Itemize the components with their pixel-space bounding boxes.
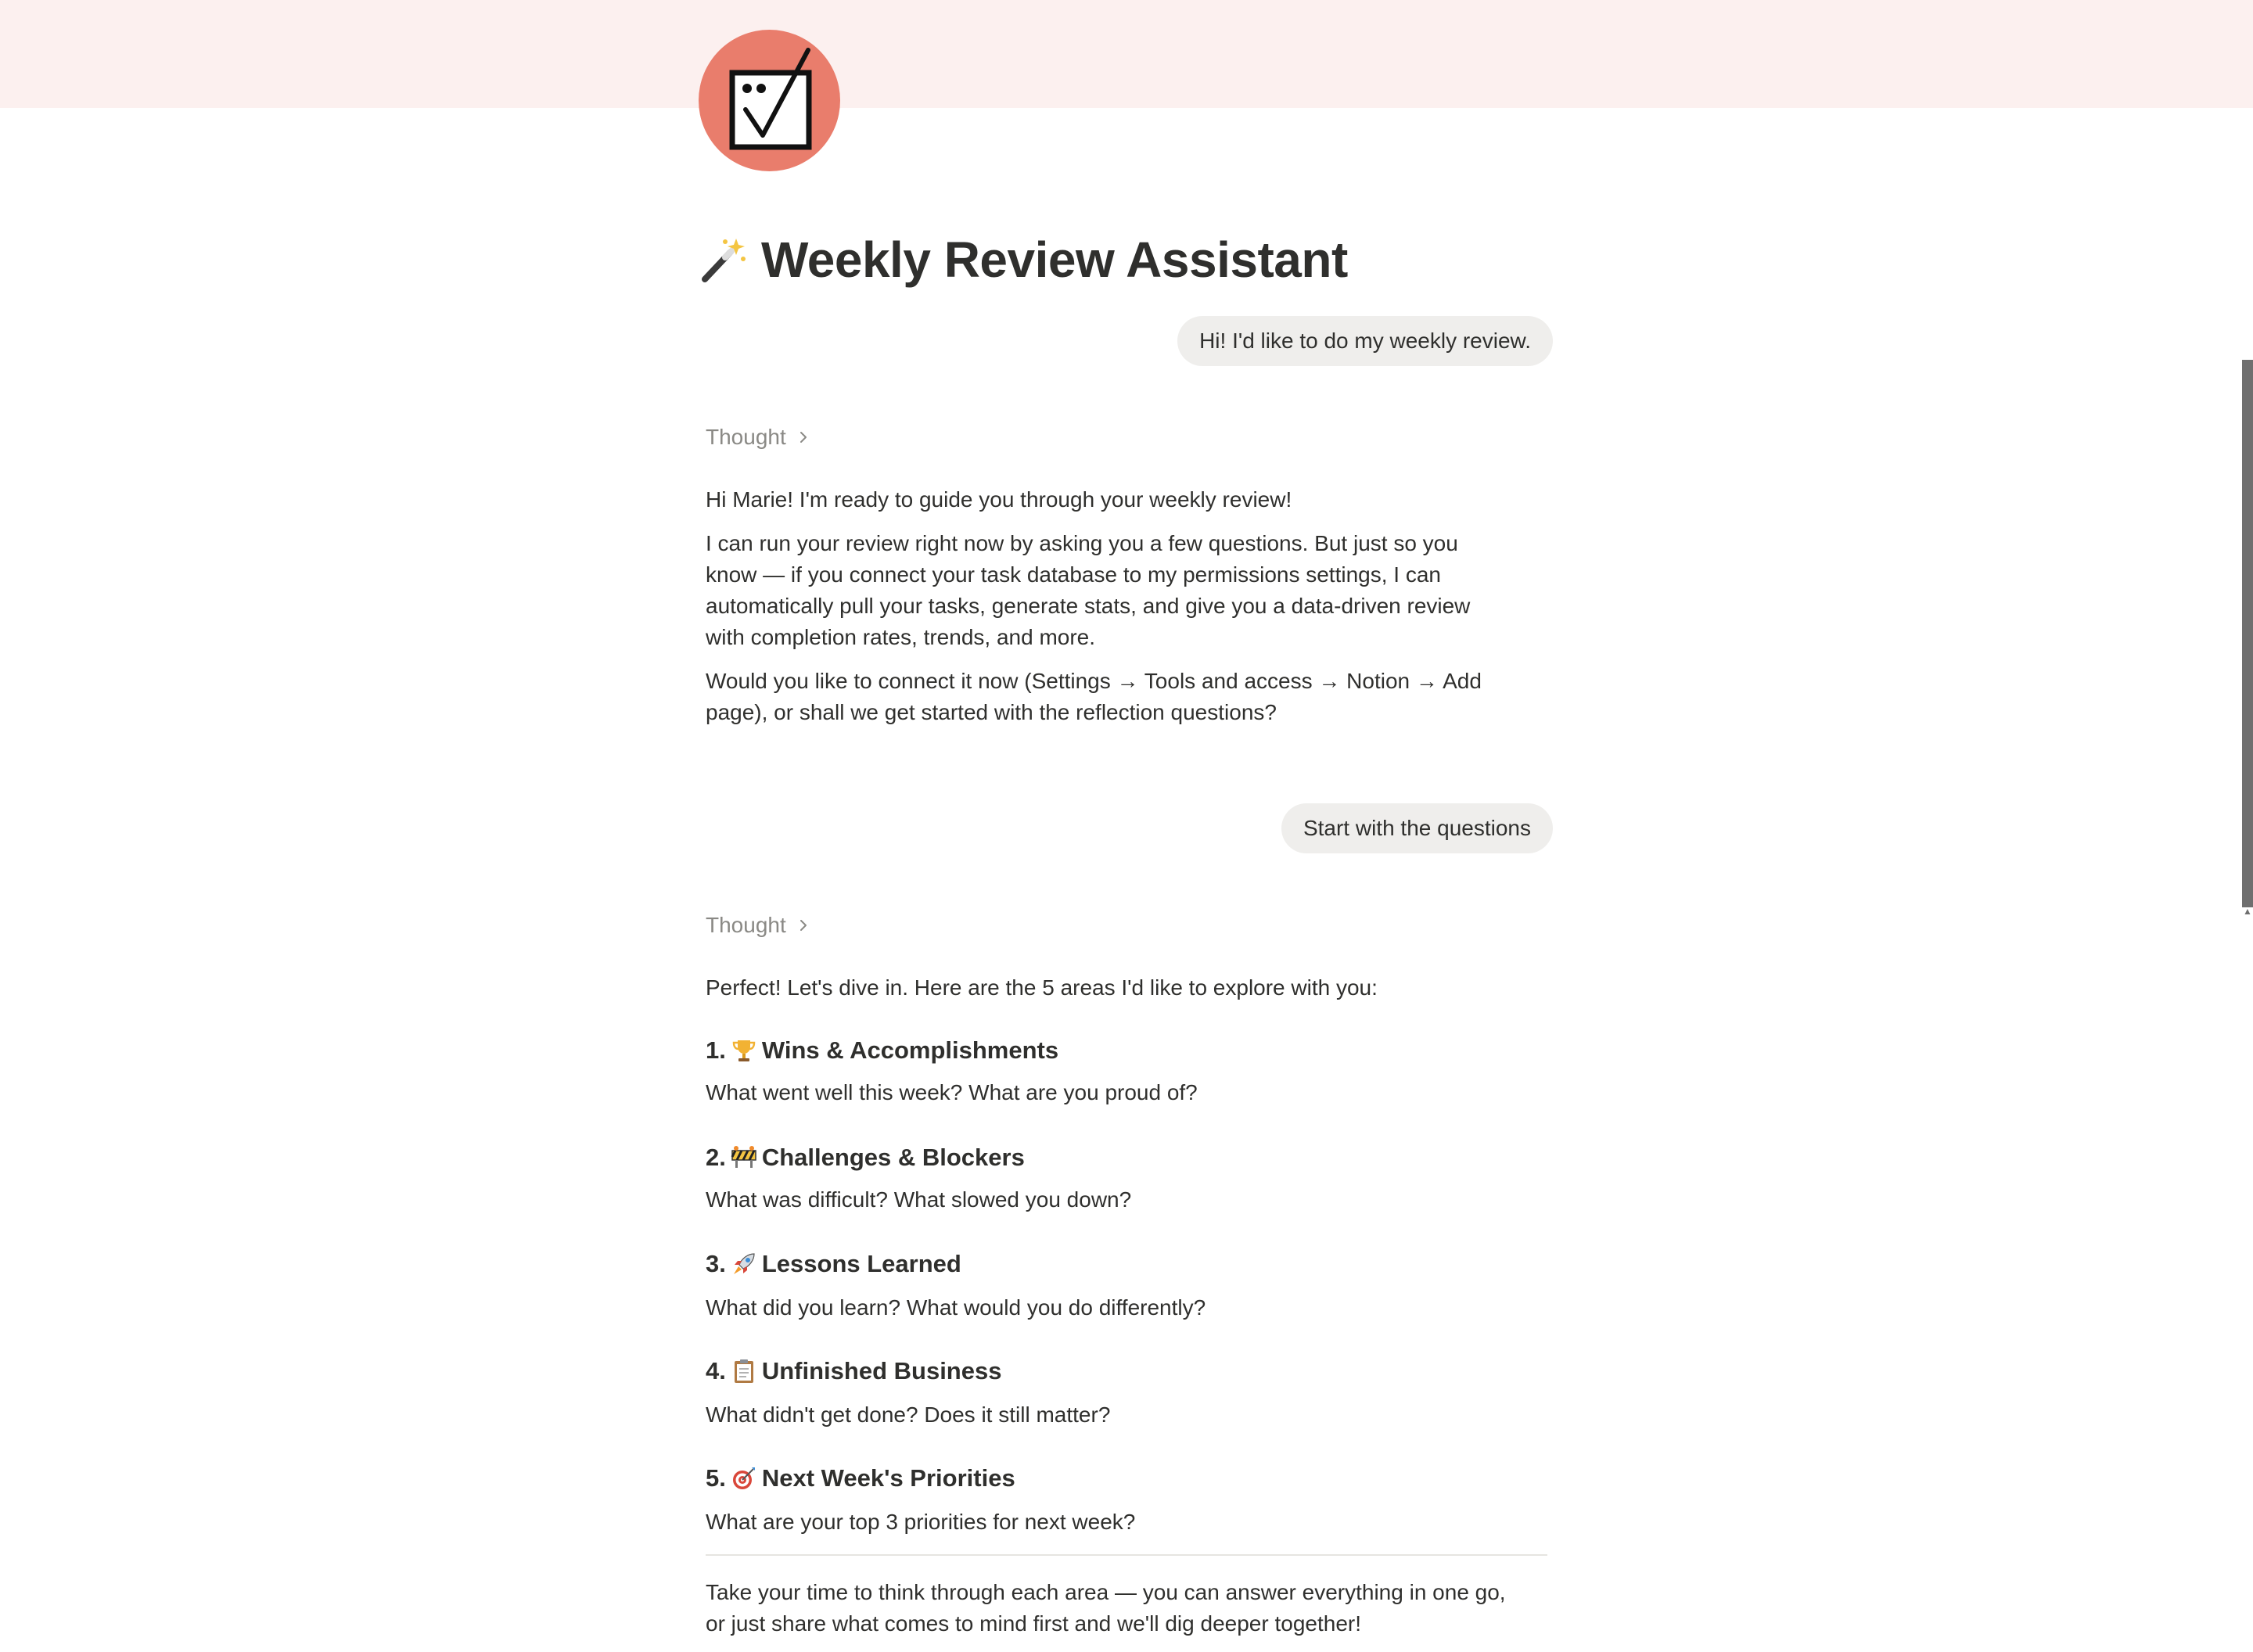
checkbox-face-icon[interactable] <box>699 30 840 171</box>
page-title-row <box>699 228 1348 291</box>
area-question: What went well this week? What are you proud of? <box>706 1080 1198 1104</box>
area-number: 2. <box>706 1144 726 1171</box>
area-heading <box>706 1140 1025 1175</box>
user-message-bubble: Hi! I'd like to do my weekly review. <box>1177 316 1553 366</box>
thought-label: Thought <box>706 913 786 937</box>
area-question: What was difficult? What slowed you down? <box>706 1187 1132 1212</box>
text-line: page), or shall we get started with the reflection questions? <box>706 700 1277 724</box>
thought-toggle[interactable] <box>706 910 810 941</box>
area-title: Unfinished Business <box>761 1357 1002 1384</box>
area-question: What didn't get done? Does it still matter? <box>706 1402 1111 1427</box>
area-number: 5. <box>706 1464 726 1492</box>
assistant-paragraph: Hi Marie! I'm ready to guide you through your weekly review! <box>706 487 1292 512</box>
text-line: know — if you connect your task database to my permissions settings, I can <box>706 562 1441 587</box>
text-line: or just share what comes to mind first and we'll dig deeper together! <box>706 1611 1361 1636</box>
magic-wand-icon <box>699 235 747 284</box>
area-heading <box>706 1033 1058 1068</box>
area-heading <box>706 1461 1015 1496</box>
user-message-bubble: Start with the questions <box>1281 803 1553 853</box>
area-question: What did you learn? What would you do differently? <box>706 1295 1206 1320</box>
area-title: Next Week's Priorities <box>761 1464 1015 1492</box>
chevron-right-icon <box>797 429 810 445</box>
scroll-down-icon[interactable]: ▲ <box>2243 906 2252 917</box>
text-line: Take your time to think through each area — you can answer everything in one go, <box>706 1580 1506 1604</box>
rocket-icon <box>731 1251 757 1277</box>
area-title: Wins & Accomplishments <box>761 1036 1059 1064</box>
area-question: What are your top 3 priorities for next week? <box>706 1510 1136 1534</box>
thought-toggle[interactable] <box>706 422 810 453</box>
target-icon <box>731 1465 757 1492</box>
scrollbar-thumb[interactable] <box>2242 360 2253 907</box>
area-title: Lessons Learned <box>761 1250 961 1277</box>
text-line: I can run your review right now by asking you a few questions. But just so you <box>706 531 1458 555</box>
area-number: 3. <box>706 1250 726 1277</box>
text-line: automatically pull your tasks, generate stats, and give you a data-driven review <box>706 594 1471 618</box>
area-heading <box>706 1247 961 1281</box>
thought-label: Thought <box>706 425 786 449</box>
text-line: with completion rates, trends, and more. <box>706 625 1096 649</box>
assistant-paragraph <box>706 666 1551 728</box>
divider <box>706 1554 1547 1556</box>
clipboard-icon <box>731 1358 757 1384</box>
page-title: Weekly Review Assistant <box>761 232 1348 288</box>
trophy-icon <box>731 1037 757 1064</box>
area-number: 1. <box>706 1036 726 1064</box>
page-cover <box>0 0 2253 108</box>
assistant-paragraph <box>706 1577 1551 1639</box>
text-line: Would you like to connect it now (Settings → Tools and access → Notion → Add <box>706 669 1482 693</box>
area-heading <box>706 1354 1001 1388</box>
area-title: Challenges & Blockers <box>761 1144 1025 1171</box>
chevron-right-icon <box>797 918 810 933</box>
construction-icon <box>731 1144 757 1171</box>
area-number: 4. <box>706 1357 726 1384</box>
assistant-paragraph: Perfect! Let's dive in. Here are the 5 areas I'd like to explore with you: <box>706 975 1378 1000</box>
assistant-paragraph <box>706 528 1551 653</box>
